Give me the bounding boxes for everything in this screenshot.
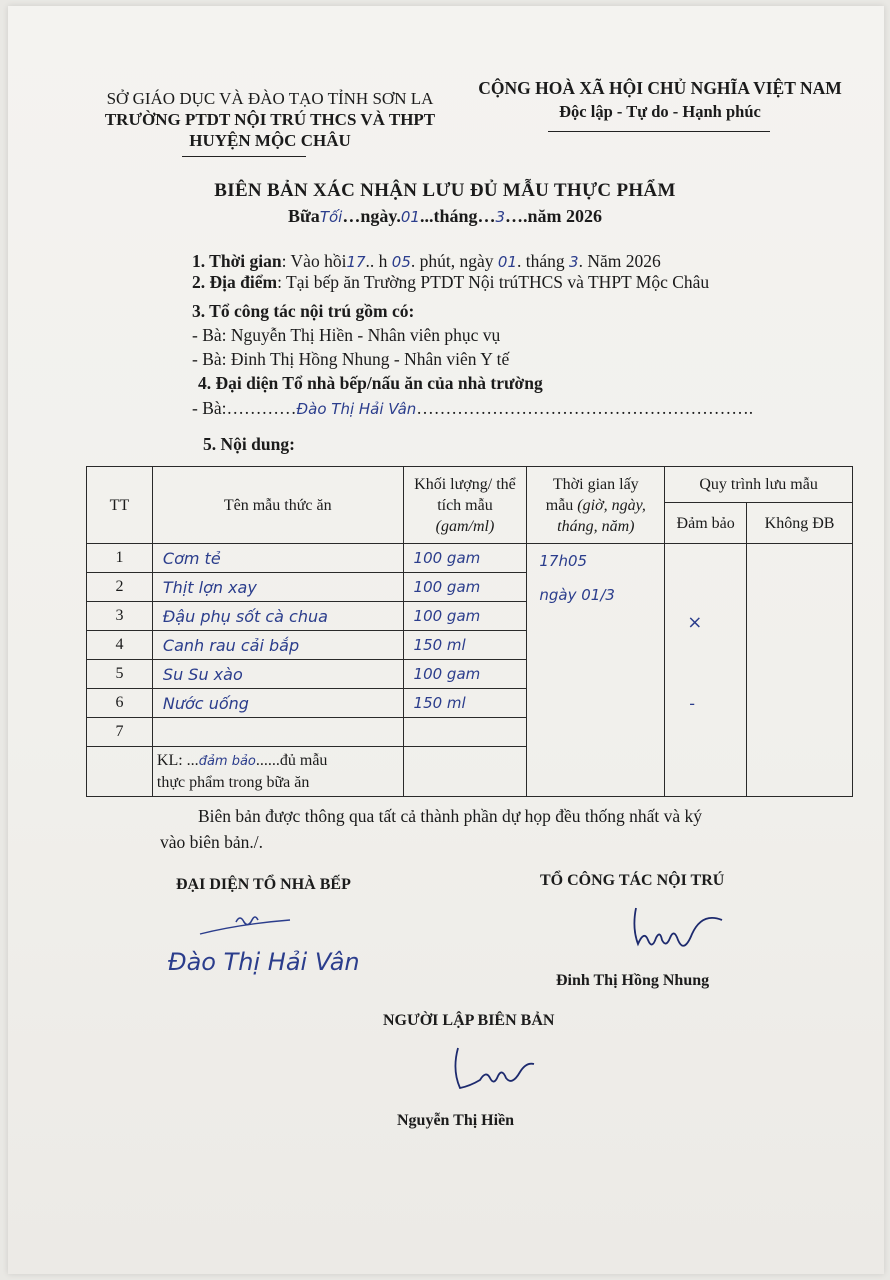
document-title: BIÊN BẢN XÁC NHẬN LƯU ĐỦ MẪU THỰC PHẨM bbox=[214, 180, 676, 201]
section-time: 1. Thời gian: Vào hồi17.. h 05. phút, ngày 01. tháng 3. Năm 2026 bbox=[192, 251, 661, 271]
table-row: 2 Thịt lợn xay 100 gam bbox=[87, 573, 853, 602]
closing-line-2: vào biên bản./. bbox=[160, 832, 264, 852]
conclusion-cell: KL: ...đảm bảo......đủ mẫu thực phẩm trong bữa ăn bbox=[152, 747, 403, 797]
motto: Độc lập - Tự do - Hạnh phúc bbox=[559, 102, 761, 121]
header-food-name: Tên mẫu thức ăn bbox=[152, 467, 403, 544]
header-not-ok: Không ĐB bbox=[747, 503, 853, 544]
food-name: Thịt lợn xay bbox=[152, 573, 403, 602]
kitchen-rep-line: - Bà:…………Đào Thị Hải Vân…………………………………………………. bbox=[192, 398, 754, 418]
sample-time-cell bbox=[527, 544, 665, 797]
team-member-1: - Bà: Nguyễn Thị Hiền - Nhân viên phục vụ bbox=[192, 325, 501, 345]
header-left-underline bbox=[182, 156, 306, 157]
food-mass: 100 gam bbox=[403, 573, 527, 602]
section-team-label: 3. Tổ công tác nội trú gồm có: bbox=[192, 301, 415, 321]
section-location: 2. Địa điểm: Tại bếp ăn Trường PTDT Nội trúTHCS và THPT Mộc Châu bbox=[192, 272, 710, 292]
sample-time-hour: 17h05 bbox=[539, 552, 588, 570]
school-name: TRƯỜNG PTDT NỘI TRÚ THCS VÀ THPT bbox=[104, 110, 436, 129]
ok-cell bbox=[665, 544, 747, 797]
sample-time-date: ngày 01/3 bbox=[539, 586, 615, 604]
boarding-signer-name: Đinh Thị Hồng Nhung bbox=[556, 972, 710, 989]
food-name: Canh rau cải bắp bbox=[152, 631, 403, 660]
food-mass: 100 gam bbox=[403, 660, 527, 689]
table-row: 1 Cơm tẻ 100 gam 17h05 ngày 01/3 × - bbox=[87, 544, 853, 573]
ok-mark: × bbox=[687, 612, 703, 633]
district-name: HUYỆN MỘC CHÂU bbox=[189, 131, 351, 150]
food-name: Nước uống bbox=[152, 689, 403, 718]
table-row: 3 Đậu phụ sốt cà chua 100 gam bbox=[87, 602, 853, 631]
department-name: SỞ GIÁO DỤC VÀ ĐÀO TẠO TỈNH SƠN LA bbox=[106, 89, 434, 108]
maker-sign-title: NGƯỜI LẬP BIÊN BẢN bbox=[383, 1012, 555, 1029]
kitchen-rep-name: Đào Thị Hải Vân bbox=[296, 400, 417, 418]
table-row: 7 bbox=[87, 718, 853, 747]
header-right-underline bbox=[548, 131, 770, 132]
food-name bbox=[152, 718, 403, 747]
header-left bbox=[70, 88, 470, 151]
document-subtitle: BữaTối…ngày.01...tháng…3….năm 2026 bbox=[288, 206, 603, 226]
kitchen-sign-title: ĐẠI DIỆN TỔ NHÀ BẾP bbox=[176, 876, 351, 893]
kitchen-signature-icon bbox=[196, 904, 316, 944]
food-mass: 100 gam bbox=[403, 544, 527, 573]
closing-line-1: Biên bản được thông qua tất cả thành phần dự họp đều thống nhất và ký bbox=[198, 806, 703, 826]
maker-signature-icon bbox=[448, 1044, 538, 1094]
table-row: 4 Canh rau cải bắp 150 ml bbox=[87, 631, 853, 660]
maker-signer-name: Nguyễn Thị Hiền bbox=[397, 1112, 515, 1129]
kitchen-signer-name: Đào Thị Hải Vân bbox=[168, 948, 360, 976]
country-name: CỘNG HOÀ XÃ HỘI CHỦ NGHĨA VIỆT NAM bbox=[478, 78, 842, 98]
food-mass: 150 ml bbox=[403, 689, 527, 718]
section-content-label: 5. Nội dung: bbox=[203, 434, 295, 454]
team-member-2: - Bà: Đinh Thị Hồng Nhung - Nhân viên Y tế bbox=[192, 349, 510, 369]
food-mass: 100 gam bbox=[403, 602, 527, 631]
boarding-sign-title: TỔ CÔNG TÁC NỘI TRÚ bbox=[540, 872, 725, 889]
not-ok-cell bbox=[747, 544, 853, 797]
header-sample-time: Thời gian lấy mẫu (giờ, ngày, tháng, năm) bbox=[527, 467, 665, 544]
header-process: Quy trình lưu mẫu bbox=[665, 467, 853, 503]
header-right bbox=[470, 76, 850, 124]
food-mass: 150 ml bbox=[403, 631, 527, 660]
header-tt: TT bbox=[87, 467, 153, 544]
food-name: Đậu phụ sốt cà chua bbox=[152, 602, 403, 631]
header-ok: Đảm bảo bbox=[665, 503, 747, 544]
food-mass bbox=[403, 718, 527, 747]
ok-dash: - bbox=[689, 694, 695, 713]
header-mass: Khối lượng/ thể tích mẫu (gam/ml) bbox=[403, 467, 527, 544]
table-row: 6 Nước uống 150 ml bbox=[87, 689, 853, 718]
table-row: 5 Su Su xào 100 gam bbox=[87, 660, 853, 689]
food-sample-table bbox=[86, 466, 853, 797]
food-name: Su Su xào bbox=[152, 660, 403, 689]
boarding-signature-icon bbox=[626, 902, 746, 952]
food-name: Cơm tẻ bbox=[152, 544, 403, 573]
section-kitchen-label: 4. Đại diện Tổ nhà bếp/nấu ăn của nhà trường bbox=[198, 373, 543, 393]
